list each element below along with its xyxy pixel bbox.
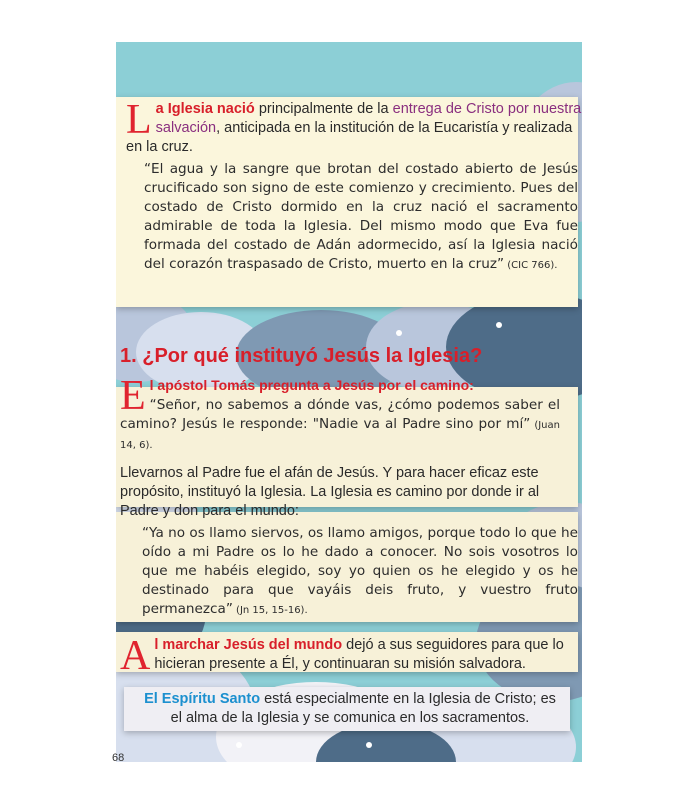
quote-reference: (Jn 15, 15-16). bbox=[232, 605, 308, 616]
quote-reference: (Juan 14, 6). bbox=[120, 420, 560, 451]
quote-reference: (CIC 766). bbox=[504, 260, 558, 271]
section-lead: l apóstol Tomás pregunta a Jesús por el camino: bbox=[149, 377, 474, 393]
section-heading: 1. ¿Por qué instituyó Jesús la Iglesia? bbox=[120, 345, 483, 367]
star-dot bbox=[236, 742, 242, 748]
mission-text: dejó a sus seguidores para que lo hicieran presente a Él, y continuaran su misión salvadora. bbox=[154, 637, 564, 672]
callout-body: está especialmente en la Iglesia de Cristo; es el alma de la Iglesia y se comunica en los sacramentos. bbox=[170, 691, 556, 726]
intro-highlight: entrega de Cristo por nuestra salvación bbox=[155, 101, 582, 136]
intro-text-end: , anticipada en la institución de la Eucaristía y realizada en la cruz. bbox=[126, 120, 573, 155]
dropcap-letter: L bbox=[126, 97, 152, 143]
star-dot bbox=[396, 330, 402, 336]
quote-text: “El agua y la sangre que brotan del costado abierto de Jesús crucificado son signo de este comienzo y crecimiento. Pues del costado de Cristo dormido en la cruz nació el sacramento admirable de toda la Iglesia. Del mismo modo que Eva fue formada del costado de Adán adormecido, así la Iglesia nació del corazón traspasado de Cristo, muerto en la cruz” bbox=[144, 161, 578, 272]
intro-text: principalmente de la bbox=[254, 101, 393, 117]
page-number: 68 bbox=[112, 752, 125, 764]
section-paragraph: Llevarnos al Padre fue el afán de Jesús. Y para hacer eficaz este propósito, instituyó la Iglesia. La Iglesia es camino por donde ir al Padre y don para el mundo: bbox=[120, 465, 540, 519]
quote-text: “Señor, no sabemos a dónde vas, ¿cómo podemos saber el camino? Jesús le responde: "Nadie va al Padre sino por mí” bbox=[120, 397, 560, 432]
section-quote bbox=[120, 396, 560, 455]
intro-quote bbox=[144, 160, 578, 275]
callout-lead: El Espíritu Santo bbox=[144, 691, 261, 707]
star-dot bbox=[366, 742, 372, 748]
section-lead-block bbox=[120, 373, 560, 455]
mission-paragraph bbox=[120, 633, 580, 679]
quote-text: “Ya no os llamo siervos, os llamo amigos, porque todo lo que he oído a mi Padre os lo he dado a conocer. No sois vosotros lo que me habéis elegido, soy yo quien os he elegido y os he destinado para que vayáis deis fruto, y vuestro fruto permanezca” bbox=[142, 525, 578, 617]
dropcap-letter: A bbox=[120, 633, 151, 679]
section-quote-2 bbox=[142, 524, 578, 620]
star-dot bbox=[496, 322, 502, 328]
intro-lead: a Iglesia nació bbox=[155, 101, 255, 117]
dropcap-letter: E bbox=[120, 373, 146, 419]
mission-lead: l marchar Jesús del mundo bbox=[154, 637, 343, 653]
intro-paragraph bbox=[126, 97, 586, 157]
callout-text bbox=[140, 690, 560, 728]
